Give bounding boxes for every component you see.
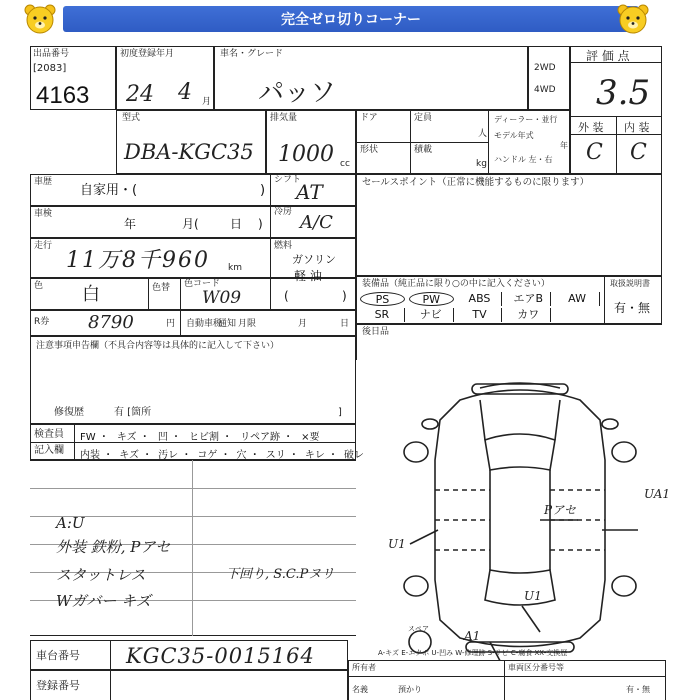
- footer-with-tax: 有・無: [626, 685, 650, 694]
- recycle-label: R券: [34, 317, 50, 327]
- recycle-unit: 円: [166, 319, 176, 329]
- registration-year: 24: [126, 82, 154, 107]
- score-value: 3.5: [596, 73, 651, 113]
- inspector-entry-item: コゲ ・: [197, 450, 231, 461]
- manual-value: 有・無: [614, 301, 651, 315]
- drive-2wd: 2WD: [534, 63, 556, 73]
- model-name-label: 車名・グレード: [220, 49, 284, 59]
- recycle-close: 日: [340, 319, 350, 329]
- load-unit: kg: [476, 159, 487, 169]
- equipment-row1: [360, 292, 604, 308]
- repair-close: ]: [338, 407, 342, 418]
- displacement-value: 1000: [278, 142, 334, 167]
- note-line-2: 外装 鉄粉, Pアセ: [56, 538, 171, 556]
- repair-value: 有 [箇所: [114, 407, 152, 418]
- entry-label: 記入欄: [34, 445, 64, 456]
- shift-label: シフト: [274, 175, 302, 185]
- inspector-entry-item: スリ ・: [265, 450, 299, 461]
- late-notes-box: [356, 324, 662, 360]
- color-change-label: 色替: [152, 283, 171, 293]
- score-exterior-value: C: [586, 140, 603, 165]
- drive-box: [528, 46, 570, 110]
- footer-box: [348, 660, 666, 700]
- recycle-notice-label: 通知: [218, 319, 237, 329]
- diagram-mark-right: UA1: [644, 487, 671, 501]
- inspector-row2: [80, 446, 365, 461]
- inspector-check-item: 凹 ・: [157, 432, 181, 443]
- inspector-entry-item: 穴 ・: [236, 450, 260, 461]
- footer-classification-label: 車両区分番号等: [508, 663, 564, 672]
- mascot-bear-icon: [22, 2, 58, 38]
- chassis-label: 車台番号: [36, 649, 80, 662]
- model-code-value: DBA-KGC35: [124, 140, 254, 164]
- inspection-label: 車検: [34, 209, 53, 219]
- damage-legend: A-キズ E-エクボ U-凹み W-修理跡 S-サビ C-腐食 XX-交換歴: [378, 649, 568, 657]
- mileage-value: 11万8千960: [66, 248, 210, 273]
- year-unit: 年: [560, 141, 568, 150]
- handle-label: ハンドル 左・右: [494, 155, 553, 164]
- inspector-entry-item: キズ ・: [119, 450, 153, 461]
- inspector-check-item: キズ ・: [116, 432, 150, 443]
- note-line-3-right: 下回り, S.C.Pヌリ: [226, 567, 335, 582]
- manual-label: 取扱説明書: [610, 279, 650, 288]
- recycle-tax-label: 自動車税: [186, 319, 223, 329]
- shift-value: AT: [296, 180, 323, 204]
- inspector-check-item: リペア跡 ・: [240, 432, 294, 443]
- equipment-label: 装備品（純正品に限り○の中に記入ください）: [362, 279, 550, 289]
- equipment-item: PW: [409, 292, 454, 306]
- registration-month: 4: [178, 80, 192, 105]
- equipment-item: SR: [360, 308, 405, 322]
- inspector-entry-item: 内装 ・: [80, 450, 114, 461]
- fuel-diesel: 軽 油: [294, 269, 322, 283]
- inspection-day: 日: [230, 217, 243, 231]
- registration-month-unit: 月: [202, 97, 212, 107]
- late-notes-label: 後日品: [362, 327, 390, 337]
- banner-title: 完全ゼロ切りコーナー: [63, 6, 639, 32]
- color-code-value: W09: [202, 288, 242, 308]
- recycle-notice-to: 月限: [238, 319, 257, 329]
- equipment-item: エアB: [506, 292, 551, 306]
- fuel-label: 燃料: [274, 241, 293, 251]
- dealer-label: ディーラー・並行: [494, 115, 558, 124]
- model-year-label: モデル年式: [494, 131, 534, 140]
- inspector-check-item: FW ・: [80, 432, 109, 443]
- model-name-value: パッソ: [258, 78, 337, 108]
- mileage-unit: km: [228, 263, 242, 273]
- load-label: 積載: [414, 145, 433, 155]
- usage-label: 車歴: [34, 177, 53, 187]
- sales-points-box: [356, 174, 662, 276]
- note-line-4: Wガバー キズ: [56, 592, 151, 610]
- color-label: 色: [34, 281, 44, 291]
- capacity-unit: 人: [478, 129, 488, 139]
- equipment-item: ナビ: [409, 308, 454, 322]
- inspection-year: 年: [124, 217, 137, 231]
- inspector-row1: [80, 428, 356, 443]
- lot-number: 4163: [36, 82, 90, 109]
- fuel-gasoline: ガソリン: [292, 253, 336, 266]
- diagram-mark-roof: Pアセ: [544, 503, 576, 517]
- equipment-item: PS: [360, 292, 405, 306]
- inspection-month: 月(: [182, 217, 199, 231]
- score-interior-label: 内 装: [624, 121, 650, 134]
- footer-reservation: 預かり: [398, 685, 422, 694]
- registration-no-label: 登録番号: [36, 679, 80, 692]
- inspector-entry-item: 汚レ ・: [158, 450, 192, 461]
- score-interior-value: C: [630, 140, 647, 165]
- diagram-spare-label: スペア: [408, 625, 429, 633]
- footer-name-label: 名義: [352, 685, 368, 694]
- doors-label: ドア: [360, 113, 378, 123]
- lot-label: 出品番号: [33, 49, 70, 59]
- auction-sheet: [30, 46, 671, 700]
- color-value: 白: [82, 284, 100, 305]
- diagram-mark-rear: U1: [524, 589, 542, 603]
- model-code-label: 型式: [122, 113, 141, 123]
- displacement-unit: cc: [340, 159, 350, 169]
- lot-sub-number: [2083]: [33, 63, 67, 74]
- usage-close: ): [260, 183, 266, 198]
- mascot-bear-icon: [615, 2, 651, 38]
- inspection-close: ): [258, 217, 263, 231]
- inspector-label: 検査員: [34, 429, 64, 440]
- inspector-entry-item: 破レ: [344, 450, 365, 461]
- equipment-row2: [360, 308, 604, 324]
- diagram-mark-bottom: A1: [464, 629, 481, 643]
- capacity-label: 定員: [414, 113, 433, 123]
- aircon-value: A/C: [300, 212, 333, 233]
- inspector-check-item: ×要: [301, 432, 320, 443]
- fuel-paren-close: ): [342, 289, 347, 303]
- usage-value: 自家用・(: [80, 183, 138, 198]
- inspector-check-item: ヒビ割 ・: [189, 432, 233, 443]
- note-line-1: A:U: [56, 514, 85, 532]
- equipment-item: ABS: [458, 292, 503, 306]
- footer-owner-label: 所有者: [352, 663, 376, 672]
- equipment-item: AW: [555, 292, 600, 306]
- color-code-label: 色コード: [184, 279, 221, 289]
- shape-label: 形状: [360, 145, 379, 155]
- fuel-paren-open: (: [284, 289, 289, 303]
- inspector-entry-item: キレ ・: [304, 450, 339, 461]
- score-exterior-label: 外 装: [578, 121, 604, 134]
- mileage-label: 走行: [34, 241, 53, 251]
- notes-label: 注意事項申告欄（不具合内容等は具体的に記入して下さい）: [36, 341, 280, 351]
- note-line-3: スタットレス: [56, 566, 146, 584]
- repair-label: 修復歴: [54, 407, 84, 418]
- sales-points-label: セールスポイント（正常に機能するものに限ります）: [362, 177, 590, 188]
- car-damage-diagram: [390, 380, 650, 660]
- drive-4wd: 4WD: [534, 85, 556, 95]
- chassis-value: KGC35-0015164: [126, 644, 315, 668]
- score-label: 評 価 点: [586, 49, 630, 63]
- displacement-label: 排気量: [270, 113, 298, 123]
- registration-label: 初度登録年月: [120, 49, 175, 59]
- header-banner: [0, 0, 700, 40]
- aircon-label: 冷房: [274, 207, 293, 217]
- recycle-month: 月: [298, 319, 308, 329]
- equipment-item: TV: [458, 308, 503, 322]
- equipment-item: カワ: [506, 308, 551, 322]
- recycle-value: 8790: [88, 312, 134, 333]
- diagram-mark-left: U1: [388, 537, 406, 551]
